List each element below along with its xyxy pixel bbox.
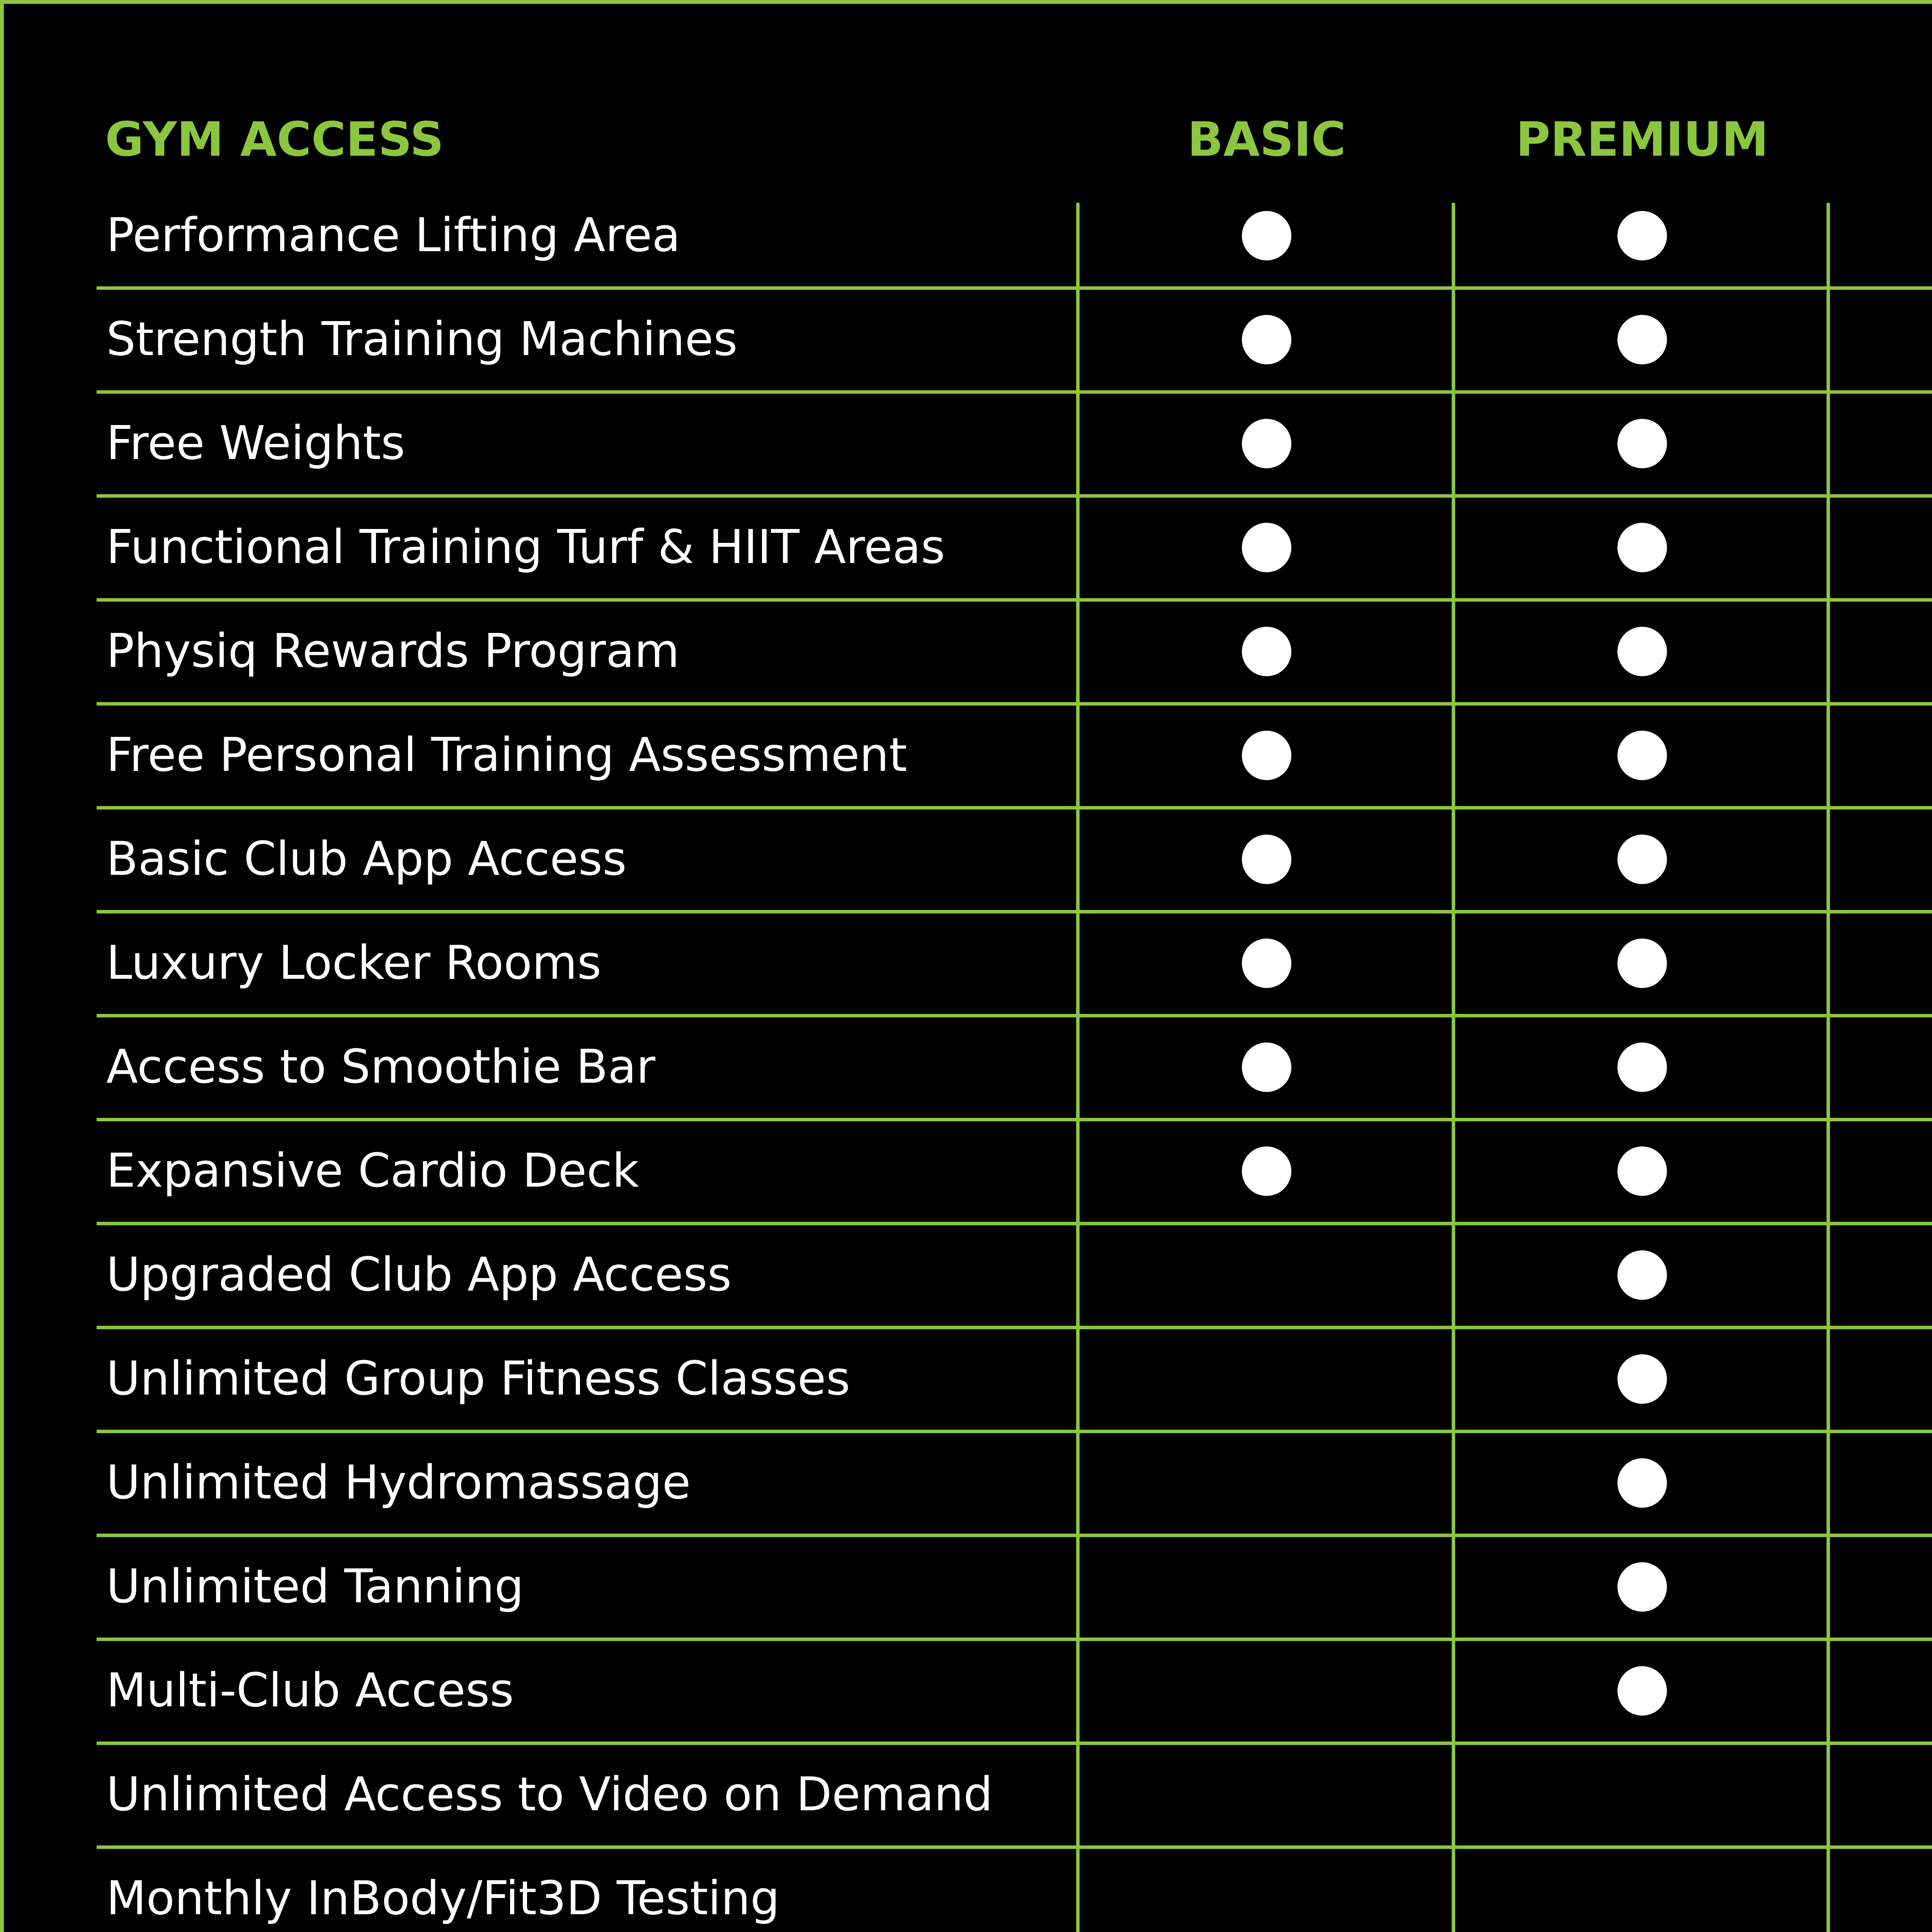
included-dot-basic xyxy=(1242,211,1291,260)
row-divider xyxy=(97,1014,1932,1017)
feature-label: Monthly InBody/Fit3D Testing xyxy=(106,1872,780,1925)
row-divider xyxy=(97,286,1932,290)
row-divider xyxy=(97,1430,1932,1433)
included-dot-basic xyxy=(1242,315,1291,364)
column-header-basic: BASIC xyxy=(1187,112,1346,167)
included-dot-basic xyxy=(1242,419,1291,468)
column-header-premium: PREMIUM xyxy=(1516,112,1769,167)
feature-label: Multi-Club Access xyxy=(106,1664,514,1718)
included-dot-premium xyxy=(1617,1666,1667,1716)
feature-label: Unlimited Hydromassage xyxy=(106,1456,691,1510)
included-dot-premium xyxy=(1617,1562,1667,1612)
included-dot-premium xyxy=(1617,1250,1667,1300)
row-divider xyxy=(97,1222,1932,1225)
included-dot-basic xyxy=(1242,627,1291,676)
feature-label: Luxury Locker Rooms xyxy=(106,936,602,990)
included-dot-basic xyxy=(1242,1043,1291,1092)
feature-label: Free Weights xyxy=(106,417,405,470)
included-dot-premium xyxy=(1617,731,1667,780)
included-dot-premium xyxy=(1617,1354,1667,1404)
feature-label: Expansive Cardio Deck xyxy=(106,1144,639,1198)
column-divider xyxy=(1452,203,1455,1932)
feature-label: Upgraded Club App Access xyxy=(106,1248,732,1302)
feature-label: Performance Lifting Area xyxy=(106,209,680,262)
row-divider xyxy=(97,910,1932,913)
included-dot-premium xyxy=(1617,315,1667,364)
included-dot-basic xyxy=(1242,731,1291,780)
column-divider xyxy=(1827,203,1830,1932)
column-divider xyxy=(1076,203,1080,1932)
included-dot-basic xyxy=(1242,835,1291,884)
feature-label: Functional Training Turf & HIIT Areas xyxy=(106,520,945,574)
included-dot-basic xyxy=(1242,523,1291,572)
feature-label: Unlimited Group Fitness Classes xyxy=(106,1352,850,1406)
feature-label: Strength Training Machines xyxy=(106,313,738,366)
included-dot-premium xyxy=(1617,1043,1667,1092)
row-divider xyxy=(97,1534,1932,1537)
included-dot-basic xyxy=(1242,939,1291,988)
feature-label: Physiq Rewards Program xyxy=(106,624,680,678)
row-divider xyxy=(97,702,1932,706)
row-divider xyxy=(97,390,1932,394)
included-dot-premium xyxy=(1617,419,1667,468)
row-divider xyxy=(97,1638,1932,1641)
row-divider xyxy=(97,1742,1932,1745)
feature-label: Basic Club App Access xyxy=(106,832,627,886)
included-dot-premium xyxy=(1617,1146,1667,1196)
row-divider xyxy=(97,494,1932,498)
feature-label: Unlimited Access to Video on Demand xyxy=(106,1768,993,1821)
row-divider xyxy=(97,1845,1932,1849)
row-divider xyxy=(97,598,1932,602)
included-dot-premium xyxy=(1617,211,1667,260)
row-divider xyxy=(97,1118,1932,1121)
included-dot-premium xyxy=(1617,939,1667,988)
included-dot-premium xyxy=(1617,627,1667,676)
included-dot-premium xyxy=(1617,835,1667,884)
included-dot-premium xyxy=(1617,1458,1667,1508)
row-divider xyxy=(97,806,1932,810)
included-dot-basic xyxy=(1242,1146,1291,1196)
feature-label: Free Personal Training Assessment xyxy=(106,728,907,782)
feature-label: Unlimited Tanning xyxy=(106,1560,524,1614)
row-divider xyxy=(97,1326,1932,1329)
included-dot-premium xyxy=(1617,523,1667,572)
feature-label: Access to Smoothie Bar xyxy=(106,1040,656,1094)
gym-access-heading: GYM ACCESS xyxy=(105,112,444,167)
